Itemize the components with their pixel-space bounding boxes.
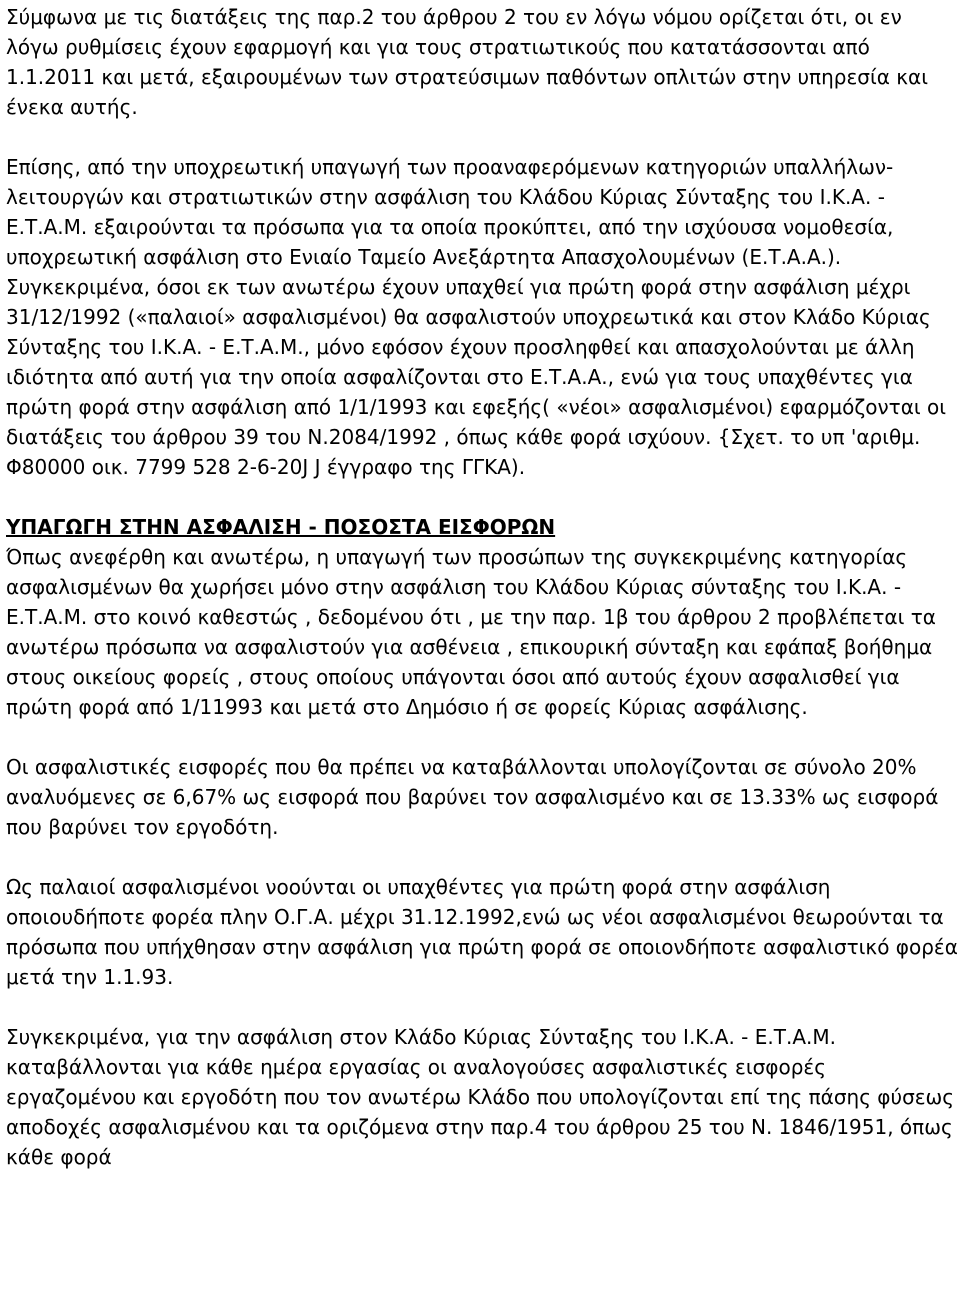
paragraph-exemptions: Επίσης, από την υποχρεωτική υπαγωγή των προαναφερόμενων κατηγοριών υπαλλήλων- λειτουργών και στρατιωτικών στην ασφάλιση του Κλάδου Κύριας Σύνταξης του Ι.Κ.Α. - Ε.Τ.Α.Μ. εξαιρούνται τα πρόσωπα για τα οποία προκύπτει, από την ισχύουσα νομοθεσία, υποχρεωτική ασφάλιση στο Ενιαίο Ταμείο Ανεξάρτητα Απασχολουμένων (Ε.Τ.Α.Α.). <box>6 155 894 269</box>
paragraph-contribution-rates: Οι ασφαλιστικές εισφορές που θα πρέπει να καταβάλλονται υπολογίζονται σε σύνολο 20% αναλυόμενες σε 6,67% ως εισφορά που βαρύνει τον ασφαλισμένο και σε 13.33% ως εισφορά που βαρύνει τον εργοδότη. <box>6 755 939 839</box>
paragraph-old-new-insured: Συγκεκριμένα, όσοι εκ των ανωτέρω έχουν υπαχθεί για πρώτη φορά στην ασφάλιση μέχρι 31/12/1992 («παλαιοί» ασφαλισμένοι) θα ασφαλιστούν υποχρεωτικά και στον Κλάδο Κύριας Σύνταξης του Ι.Κ.Α. - Ε.Τ.Α.Μ., μόνο εφόσον έχουν προσληφθεί και απασχολούνται με άλλη ιδιότητα από αυτή για την οποία ασφαλίζονται στο Ε.Τ.Α.Α., ενώ για τους υπαχθέντες για πρώτη φορά στην ασφάλιση από 1/1/1993 και εφεξής( «νέοι» ασφαλισμένοι) εφαρμόζονται οι διατάξεις του άρθρου 39 του Ν.2084/1992 , όπως κάθε φορά ισχύουν. {Σχετ. το υπ 'αριθμ. Φ80000 οικ. 7799 528 2-6-20J J έγγραφο της ΓΓΚΑ). <box>6 275 947 479</box>
paragraph-definitions: Ως παλαιοί ασφαλισμένοι νοούνται οι υπαχθέντες για πρώτη φορά στην ασφάλιση οποιουδήποτε φορέα πλην Ο.Γ.Α. μέχρι 31.12.1992,ενώ ως νέοι ασφαλισμένοι θεωρούνται τα πρόσωπα που υπήχθησαν στην ασφάλιση για πρώτη φορά σε οποιονδήποτε ασφαλιστικό φορέα μετά την 1.1.93. <box>6 875 958 989</box>
paragraph-daily-contributions: Συγκεκριμένα, για την ασφάλιση στον Κλάδο Κύριας Σύνταξης του Ι.Κ.Α. - Ε.Τ.Α.Μ. καταβάλλονται για κάθε ημέρα εργασίας οι αναλογούσες ασφαλιστικές εισφορές εργαζομένου και εργοδότη που τον ανωτέρω Κλάδο που υπολογίζονται επί της πάσης φύσεως αποδοχές ασφαλισμένου και τα οριζόμενα στην παρ.4 του άρθρου 25 του Ν. 1846/1951, όπως κάθε φορά <box>6 1025 955 1169</box>
paragraph-military-scope: Σύμφωνα με τις διατάξεις της παρ.2 του άρθρου 2 του εν λόγω νόμου ορίζεται ότι, οι εν λόγω ρυθμίσεις έχουν εφαρμογή και για τους στρατιωτικούς που κατατάσσονται από 1.1.2011 και μετά, εξαιρουμένων των στρατεύσιμων παθόντων οπλιτών στην υπηρεσία και ένεκα αυτής. <box>6 5 929 119</box>
paragraph-insurance-scope: Όπως ανεφέρθη και ανωτέρω, η υπαγωγή των προσώπων της συγκεκριμένης κατηγορίας ασφαλισμένων θα χωρήσει μόνο στην ασφάλιση του Κλάδου Κύριας σύνταξης του Ι.Κ.Α. - Ε.Τ.Α.Μ. στο κοινό καθεστώς , δεδομένου ότι , με την παρ. 1β του άρθρου 2 προβλέπεται τα ανωτέρω πρόσωπα να ασφαλιστούν για ασθένεια , επικουρική σύνταξη και εφάπαξ βοήθημα στους οικείους φορείς , στους οποίους υπάγονται όσοι από αυτούς έχουν ασφαλισθεί για πρώτη φορά από 1/11993 και μετά στο Δημόσιο ή σε φορείς Κύριας ασφάλισης. <box>6 545 936 719</box>
section-heading: ΥΠΑΓΩΓΗ ΣΤΗΝ ΑΣΦΑΛΙΣΗ - ΠΟΣΟΣΤΑ ΕΙΣΦΟΡΩΝ <box>6 515 556 539</box>
